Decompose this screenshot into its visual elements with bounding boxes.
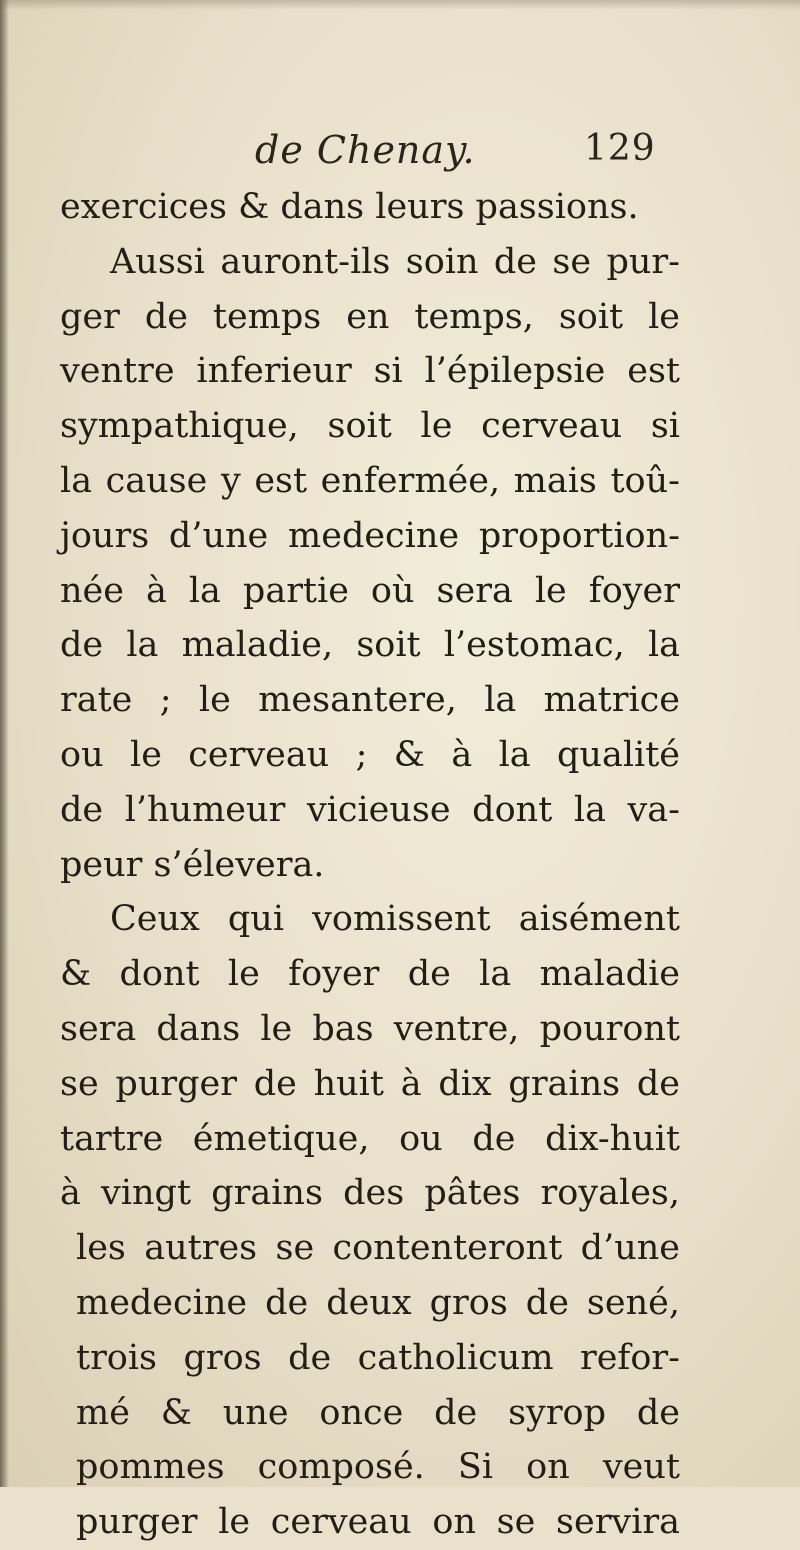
body-text <box>60 180 680 1550</box>
text-line: medecine de deux gros de sené, <box>76 1282 680 1323</box>
text-line: ou le cerveau ; & à la qualité <box>60 734 680 775</box>
text-line: les autres se contenteront d’une <box>76 1228 680 1269</box>
text-line: sera dans le bas ventre, pouront <box>60 1008 680 1049</box>
text-line: pommes composé. Si on veut <box>76 1447 680 1488</box>
text-line: de l’humeur vicieuse dont la va- <box>60 789 680 830</box>
text-line: ger de temps en temps, soit le <box>60 296 680 337</box>
text-line: rate ; le mesantere, la matrice <box>60 680 680 721</box>
text-line: ventre inferieur si l’épilepsie est <box>60 351 680 392</box>
text-line: Aussi auront-ils soin de se pur- <box>110 241 680 282</box>
text-line: à vingt grains des pâtes royales, <box>60 1173 680 1214</box>
text-line: purger le cerveau on se servira <box>76 1502 680 1543</box>
text-line: tartre émetique, ou de dix-huit <box>60 1118 680 1159</box>
page-top-shadow <box>0 0 800 10</box>
text-line: trois gros de catholicum refor- <box>76 1337 680 1378</box>
text-line: exercices & dans leurs passions. <box>60 187 639 227</box>
text-line: la cause y est enfermée, mais toû- <box>60 460 680 501</box>
page-number: 129 <box>584 128 656 169</box>
page-header <box>0 128 800 180</box>
text-line: sympathique, soit le cerveau si <box>60 406 680 447</box>
text-line: née à la partie où sera le foyer <box>60 570 680 611</box>
text-line: mé & une once de syrop de <box>76 1392 680 1433</box>
binding-edge <box>0 0 9 1487</box>
running-head: de Chenay. <box>255 128 476 172</box>
text-line: & dont le foyer de la maladie <box>60 954 680 995</box>
text-line: Ceux qui vomissent aisément <box>110 899 680 940</box>
text-line: jours d’une medecine proportion- <box>60 515 680 556</box>
text-line: se purger de huit à dix grains de <box>60 1063 680 1104</box>
text-line: de la maladie, soit l’estomac, la <box>60 625 680 666</box>
text-line: peur s’élevera. <box>60 844 325 885</box>
